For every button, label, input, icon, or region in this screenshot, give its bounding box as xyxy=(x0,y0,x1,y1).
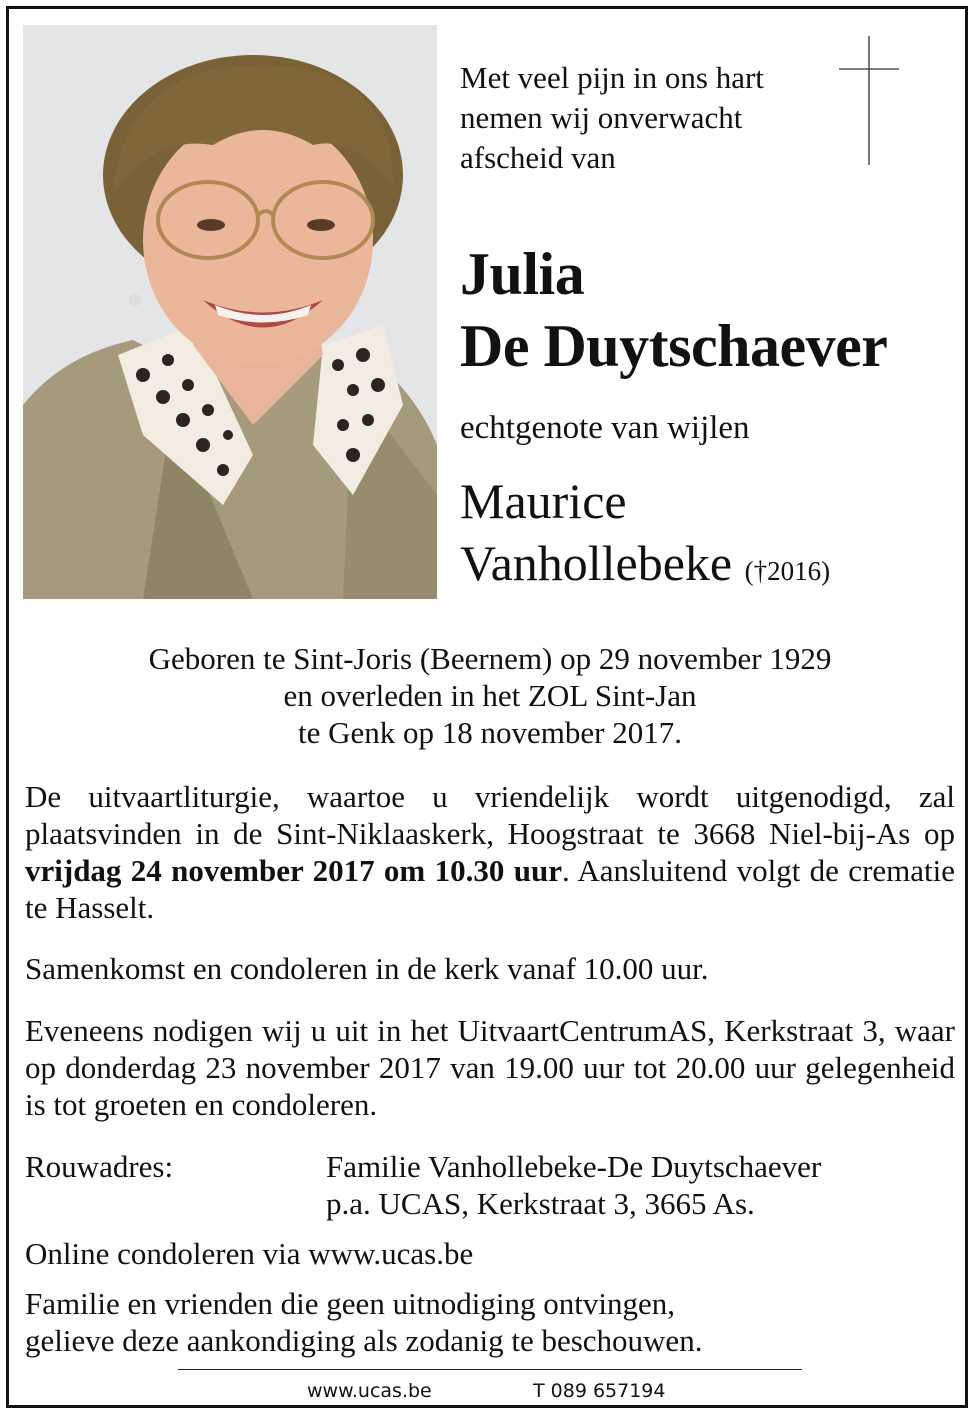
birth-death-info xyxy=(0,640,980,751)
mourning-address-label: Rouwadres: xyxy=(25,1149,174,1184)
deceased-first-name: Julia xyxy=(460,241,585,307)
cross-icon xyxy=(838,36,900,166)
online-condolence: Online condoleren via www.ucas.be xyxy=(25,1236,474,1271)
footer-website: www.ucas.be xyxy=(307,1380,432,1402)
spouse-first-name: Maurice xyxy=(460,473,627,529)
spouse-name xyxy=(460,470,830,602)
footer-phone: T 089 657194 xyxy=(533,1380,666,1402)
spouse-death-year: (†2016) xyxy=(744,556,831,586)
spouse-label: echtgenote van wijlen xyxy=(460,410,750,446)
address-line: Familie Vanhollebeke-De Duytschaever xyxy=(326,1149,822,1184)
intro-line: afscheid van xyxy=(460,140,616,175)
deceased-name xyxy=(460,238,887,382)
deceased-last-name: De Duytschaever xyxy=(460,313,888,379)
birth-line: te Genk op 18 november 2017. xyxy=(298,715,682,750)
visitation-paragraph: Eveneens nodigen wij u uit in het UitvaartCentrumAS, Kerkstraat 3, waar op donderdag 23 november 2017 van 19.00 uur tot 20.00 uur gelegenheid is tot groeten en condoleren. xyxy=(25,1013,955,1122)
intro-line: Met veel pijn in ons hart xyxy=(460,60,764,95)
mourning-address xyxy=(326,1148,821,1222)
footer-divider xyxy=(178,1369,802,1370)
intro-text xyxy=(460,58,764,178)
funeral-date: vrijdag 24 november 2017 om 10.30 uur xyxy=(25,853,562,888)
funeral-paragraph xyxy=(25,778,955,926)
gathering-paragraph: Samenkomst en condoleren in de kerk vanaf 10.00 uur. xyxy=(25,951,709,986)
intro-line: nemen wij onverwacht xyxy=(460,100,743,135)
spouse-last-name: Vanhollebeke xyxy=(460,535,733,591)
funeral-text-end: . Aansluitend volgt de crematie te Hasselt. xyxy=(25,853,956,925)
portrait-photo xyxy=(23,25,437,599)
funeral-text: De uitvaartliturgie, waartoe u vriendelijk wordt uitgenodigd, zal plaatsvinden in de Sint-Niklaaskerk, Hoogstraat te 3668 Niel-bij-As op xyxy=(25,779,955,851)
family-note-line: Familie en vrienden die geen uitnodiging ontvingen, xyxy=(25,1286,676,1321)
family-note xyxy=(25,1285,702,1359)
address-line: p.a. UCAS, Kerkstraat 3, 3665 As. xyxy=(326,1186,755,1221)
birth-line: Geboren te Sint-Joris (Beernem) op 29 november 1929 xyxy=(148,641,832,676)
family-note-line: gelieve deze aankondiging als zodanig te beschouwen. xyxy=(25,1323,703,1358)
birth-line: en overleden in het ZOL Sint-Jan xyxy=(283,678,697,713)
